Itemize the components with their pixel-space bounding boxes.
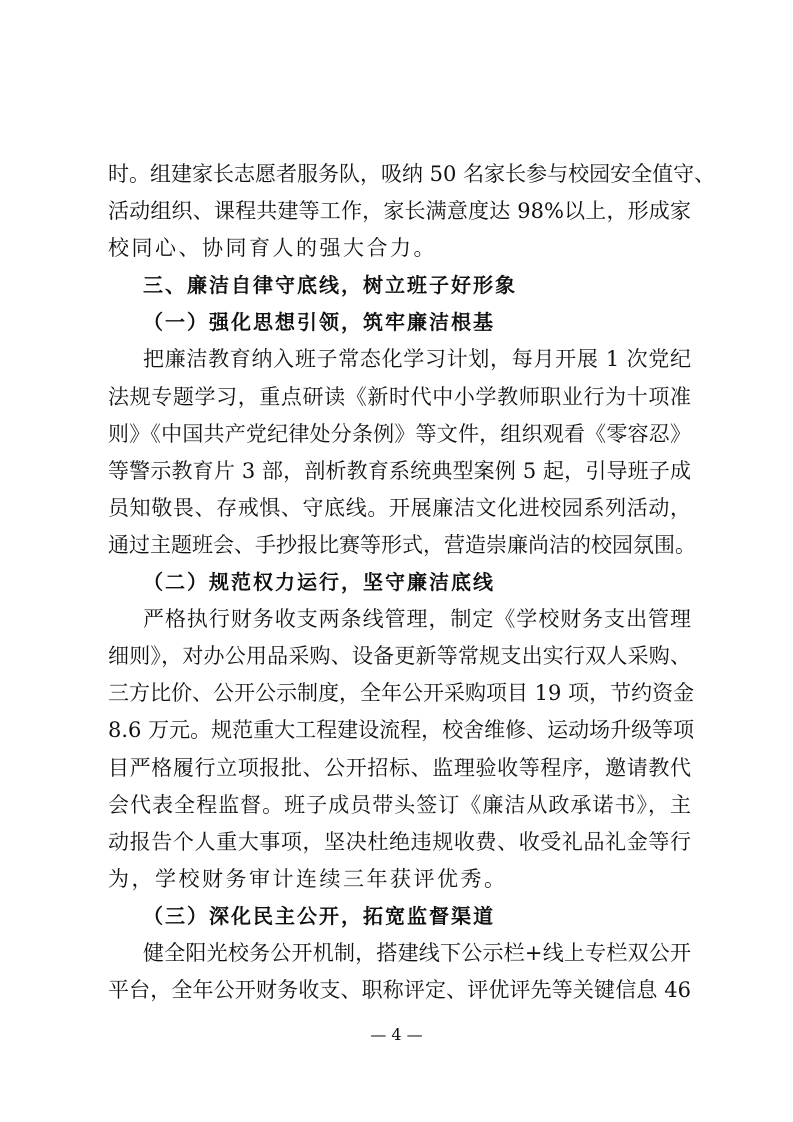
text-line: 严格执行财务收支两条线管理，制定《学校财务支出管理 bbox=[143, 607, 691, 632]
text-line: 会代表全程监督。班子成员带头签订《廉洁从政承诺书》，主 bbox=[108, 792, 691, 817]
text-line: 通过主题班会、手抄报比赛等形式，营造崇廉尚洁的校园氛围。 bbox=[108, 532, 696, 557]
page-number: — 4 — bbox=[370, 1025, 423, 1044]
text-line: 8.6 万元。规范重大工程建设流程，校舍维修、运动场升级等项 bbox=[108, 718, 695, 743]
text-line: 健全阳光校务公开机制，搭建线下公示栏+线上专栏双公开 bbox=[143, 940, 691, 965]
document-body bbox=[108, 156, 716, 1009]
text-line: 员知敬畏、存戒惧、守底线。开展廉洁文化进校园系列活动， bbox=[108, 495, 691, 520]
text-line: 活动组织、课程共建等工作，家长满意度达 98%以上，形成家 bbox=[108, 199, 691, 224]
text-line: 为，学校财务审计连续三年获评优秀。 bbox=[108, 866, 508, 891]
text-line: 法规专题学习，重点研读《新时代中小学教师职业行为十项准 bbox=[108, 384, 691, 409]
section-heading: （一）强化思想引领，筑牢廉洁根基 bbox=[143, 310, 495, 335]
section-heading: （三）深化民主公开，拓宽监督渠道 bbox=[143, 903, 495, 928]
text-line: 目严格履行立项报批、公开招标、监理验收等程序，邀请教代 bbox=[108, 755, 691, 780]
text-line: 三方比价、公开公示制度，全年公开采购项目 19 项，节约资金 bbox=[108, 681, 695, 706]
text-line: 则》《中国共产党纪律处分条例》等文件，组织观看《零容忍》 bbox=[108, 421, 691, 446]
section-heading: 三、廉洁自律守底线，树立班子好形象 bbox=[143, 273, 517, 298]
text-line: 校同心、协同育人的强大合力。 bbox=[108, 236, 437, 261]
text-line: 动报告个人重大事项，坚决杜绝违规收费、收受礼品礼金等行 bbox=[108, 829, 691, 854]
section-heading: （二）规范权力运行，坚守廉洁底线 bbox=[143, 570, 495, 595]
text-line: 细则》，对办公用品采购、设备更新等常规支出实行双人采购、 bbox=[108, 644, 691, 669]
text-line: 把廉洁教育纳入班子常态化学习计划，每月开展 1 次党纪 bbox=[143, 347, 691, 372]
text-line: 时。组建家长志愿者服务队，吸纳 50 名家长参与校园安全值守、 bbox=[108, 162, 716, 186]
text-line: 平台，全年公开财务收支、职称评定、评优评先等关键信息 46 bbox=[108, 978, 691, 1003]
text-line: 等警示教育片 3 部，剖析教育系统典型案例 5 起，引导班子成 bbox=[108, 458, 691, 483]
